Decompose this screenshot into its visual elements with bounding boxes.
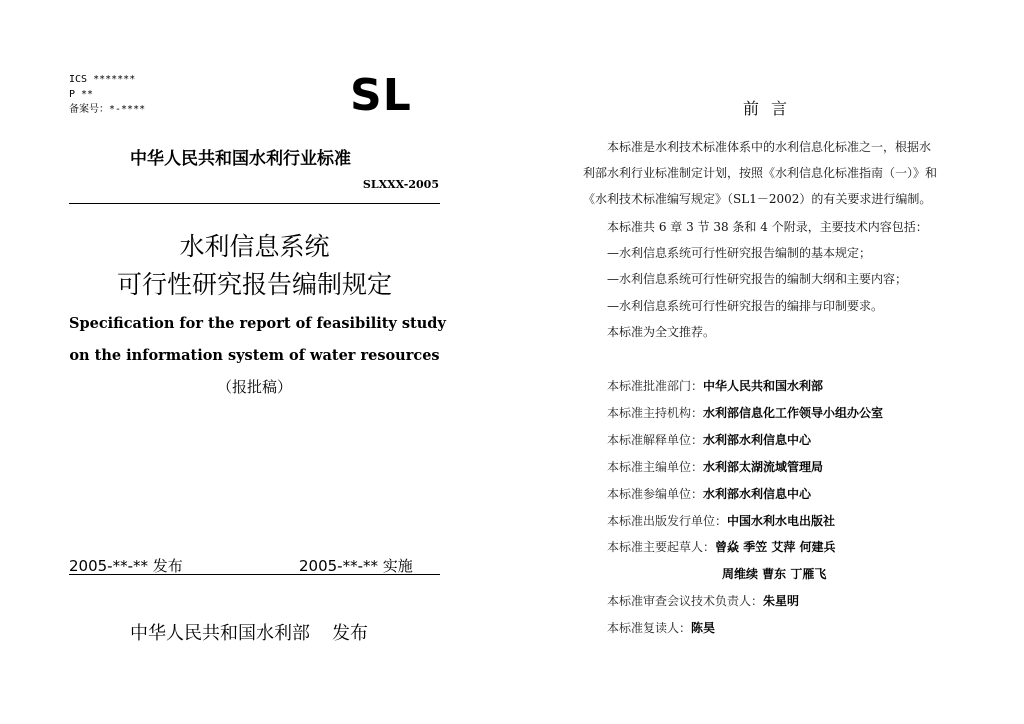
foreword-paragraph: 本标准是水利技术标准体系中的水利信息化标准之一，根据水 (607, 140, 932, 154)
divider-bottom (69, 574, 440, 575)
info-participating-unit: 本标准参编单位：水利部水利信息中心 (607, 487, 812, 501)
foreword-list-item: —水利信息系统可行性研究报告编制的基本规定； (607, 246, 872, 260)
draft-status: （报批稿） (216, 378, 292, 396)
sl-logo: SL (350, 70, 412, 121)
foreword-paragraph: 本标准为全文推荐。 (607, 325, 716, 339)
foreword-list-item: —水利信息系统可行性研究报告的编制大纲和主要内容； (607, 272, 908, 286)
info-interpretation-unit: 本标准解释单位：水利部水利信息中心 (607, 433, 812, 447)
foreword-paragraph: 利部水利行业标准制定计划，按照《水利信息化标准指南（一）》和 (583, 166, 938, 180)
publish-date: 2005-**-** 发布 (69, 557, 183, 575)
issuer-name: 中华人民共和国水利部 (130, 623, 310, 644)
issuer-action: 发布 (332, 623, 368, 644)
info-approval-dept: 本标准批准部门：中华人民共和国水利部 (607, 379, 824, 393)
info-main-drafters-continued: 周维续 曹东 丁雁飞 (722, 567, 827, 581)
divider-top (69, 203, 440, 204)
info-publisher: 本标准出版发行单位：中国水利水电出版社 (607, 514, 836, 528)
classification-code: P ** (69, 89, 94, 100)
info-proofreader: 本标准复读人：陈昊 (607, 621, 716, 635)
foreword-paragraph: 《水利技术标准编写规定》（SL1－2002）的有关要求进行编制。 (583, 192, 932, 206)
info-chief-editor-unit: 本标准主编单位：水利部太湖流域管理局 (607, 460, 824, 474)
main-title-line2: 可行性研究报告编制规定 (116, 270, 392, 299)
english-title-line1: Specification for the report of feasibility study (69, 315, 446, 332)
info-review-lead: 本标准审查会议技术负责人：朱星明 (607, 594, 800, 608)
standard-code: SLXXX-2005 (362, 178, 439, 191)
foreword-list-item: —水利信息系统可行性研究报告的编排与印制要求。 (607, 299, 884, 313)
foreword-paragraph: 本标准共 6 章 3 节 38 条和 4 个附录，主要技术内容包括： (607, 220, 928, 234)
filing-number: 备案号：*-**** (69, 104, 146, 115)
info-host-org: 本标准主持机构：水利部信息化工作领导小组办公室 (607, 406, 884, 420)
ics-code: ICS ******* (69, 74, 136, 85)
standard-title: 中华人民共和国水利行业标准 (130, 149, 351, 169)
english-title-line2: on the information system of water resources (69, 347, 440, 364)
info-main-drafters: 本标准主要起草人：曾焱 季笠 艾萍 何建兵 (607, 540, 836, 554)
implement-date: 2005-**-** 实施 (299, 557, 413, 575)
main-title-line1: 水利信息系统 (179, 232, 330, 261)
foreword-heading: 前言 (743, 99, 800, 118)
issuer-line (130, 619, 368, 645)
